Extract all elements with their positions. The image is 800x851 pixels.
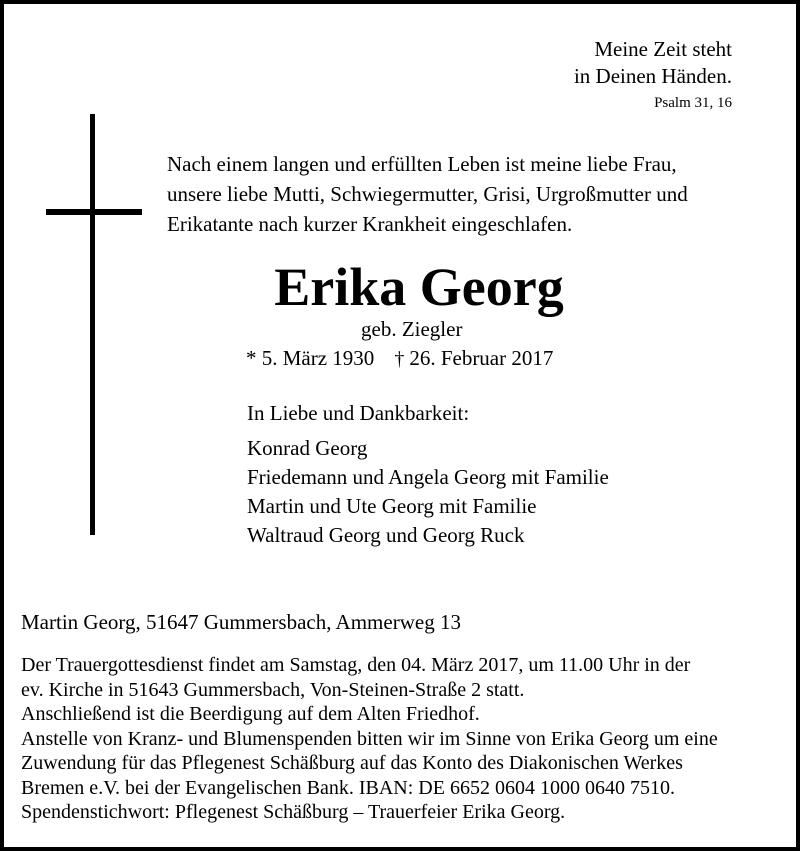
funeral-line: Bremen e.V. bei der Evangelischen Bank. IBAN: DE 6652 0604 1000 0640 7510. bbox=[21, 776, 675, 799]
funeral-line: ev. Kirche in 51643 Gummersbach, Von-Steinen-Straße 2 statt. bbox=[21, 678, 525, 701]
funeral-line: Der Trauergottesdienst findet am Samstag, den 04. März 2017, um 11.00 Uhr in der bbox=[21, 654, 691, 676]
maiden-name: geb. Ziegler bbox=[361, 317, 463, 341]
death-date: 26. Februar 2017 bbox=[409, 346, 554, 370]
mourners-heading: In Liebe und Dankbarkeit: bbox=[247, 401, 470, 425]
funeral-line: Anstelle von Kranz- und Blumenspenden bitten wir im Sinne von Erika Georg um eine bbox=[21, 727, 718, 750]
dagger-icon: † bbox=[394, 348, 405, 370]
intro-line: Nach einem langen und erfüllten Leben ist meine liebe Frau, bbox=[167, 152, 677, 176]
mourner-name: Konrad Georg bbox=[247, 436, 368, 460]
intro-text bbox=[167, 149, 688, 239]
bible-verse-line: in Deinen Händen. bbox=[573, 64, 732, 88]
bible-verse-reference: Psalm 31, 16 bbox=[654, 95, 732, 111]
mourner-name: Martin und Ute Georg mit Familie bbox=[247, 494, 537, 518]
mourner-name: Waltraud Georg und Georg Ruck bbox=[247, 523, 525, 547]
life-dates bbox=[246, 345, 553, 372]
funeral-details bbox=[21, 653, 718, 825]
birth-date: * 5. März 1930 bbox=[246, 346, 375, 370]
cross-vertical-bar bbox=[90, 114, 95, 535]
death-date-group bbox=[394, 346, 553, 370]
mourner-name: Friedemann und Angela Georg mit Familie bbox=[247, 465, 609, 489]
intro-line: unsere liebe Mutti, Schwiegermutter, Grisi, Urgroßmutter und bbox=[167, 182, 688, 206]
funeral-line: Anschließend ist die Beerdigung auf dem Alten Friedhof. bbox=[21, 703, 480, 725]
intro-line: Erikatante nach kurzer Krankheit eingeschlafen. bbox=[167, 212, 573, 236]
mourners-list bbox=[247, 434, 609, 550]
cross-horizontal-bar bbox=[46, 209, 142, 215]
funeral-line: Zuwendung für das Pflegenest Schäßburg auf das Konto des Diakonischen Werkes bbox=[21, 752, 683, 774]
bible-verse-line: Meine Zeit steht bbox=[594, 37, 732, 61]
funeral-line: Spendenstichwort: Pflegenest Schäßburg – Trauerfeier Erika Georg. bbox=[21, 801, 566, 823]
deceased-name: Erika Georg bbox=[274, 257, 564, 317]
contact-address: Martin Georg, 51647 Gummersbach, Ammerweg 13 bbox=[21, 610, 461, 634]
